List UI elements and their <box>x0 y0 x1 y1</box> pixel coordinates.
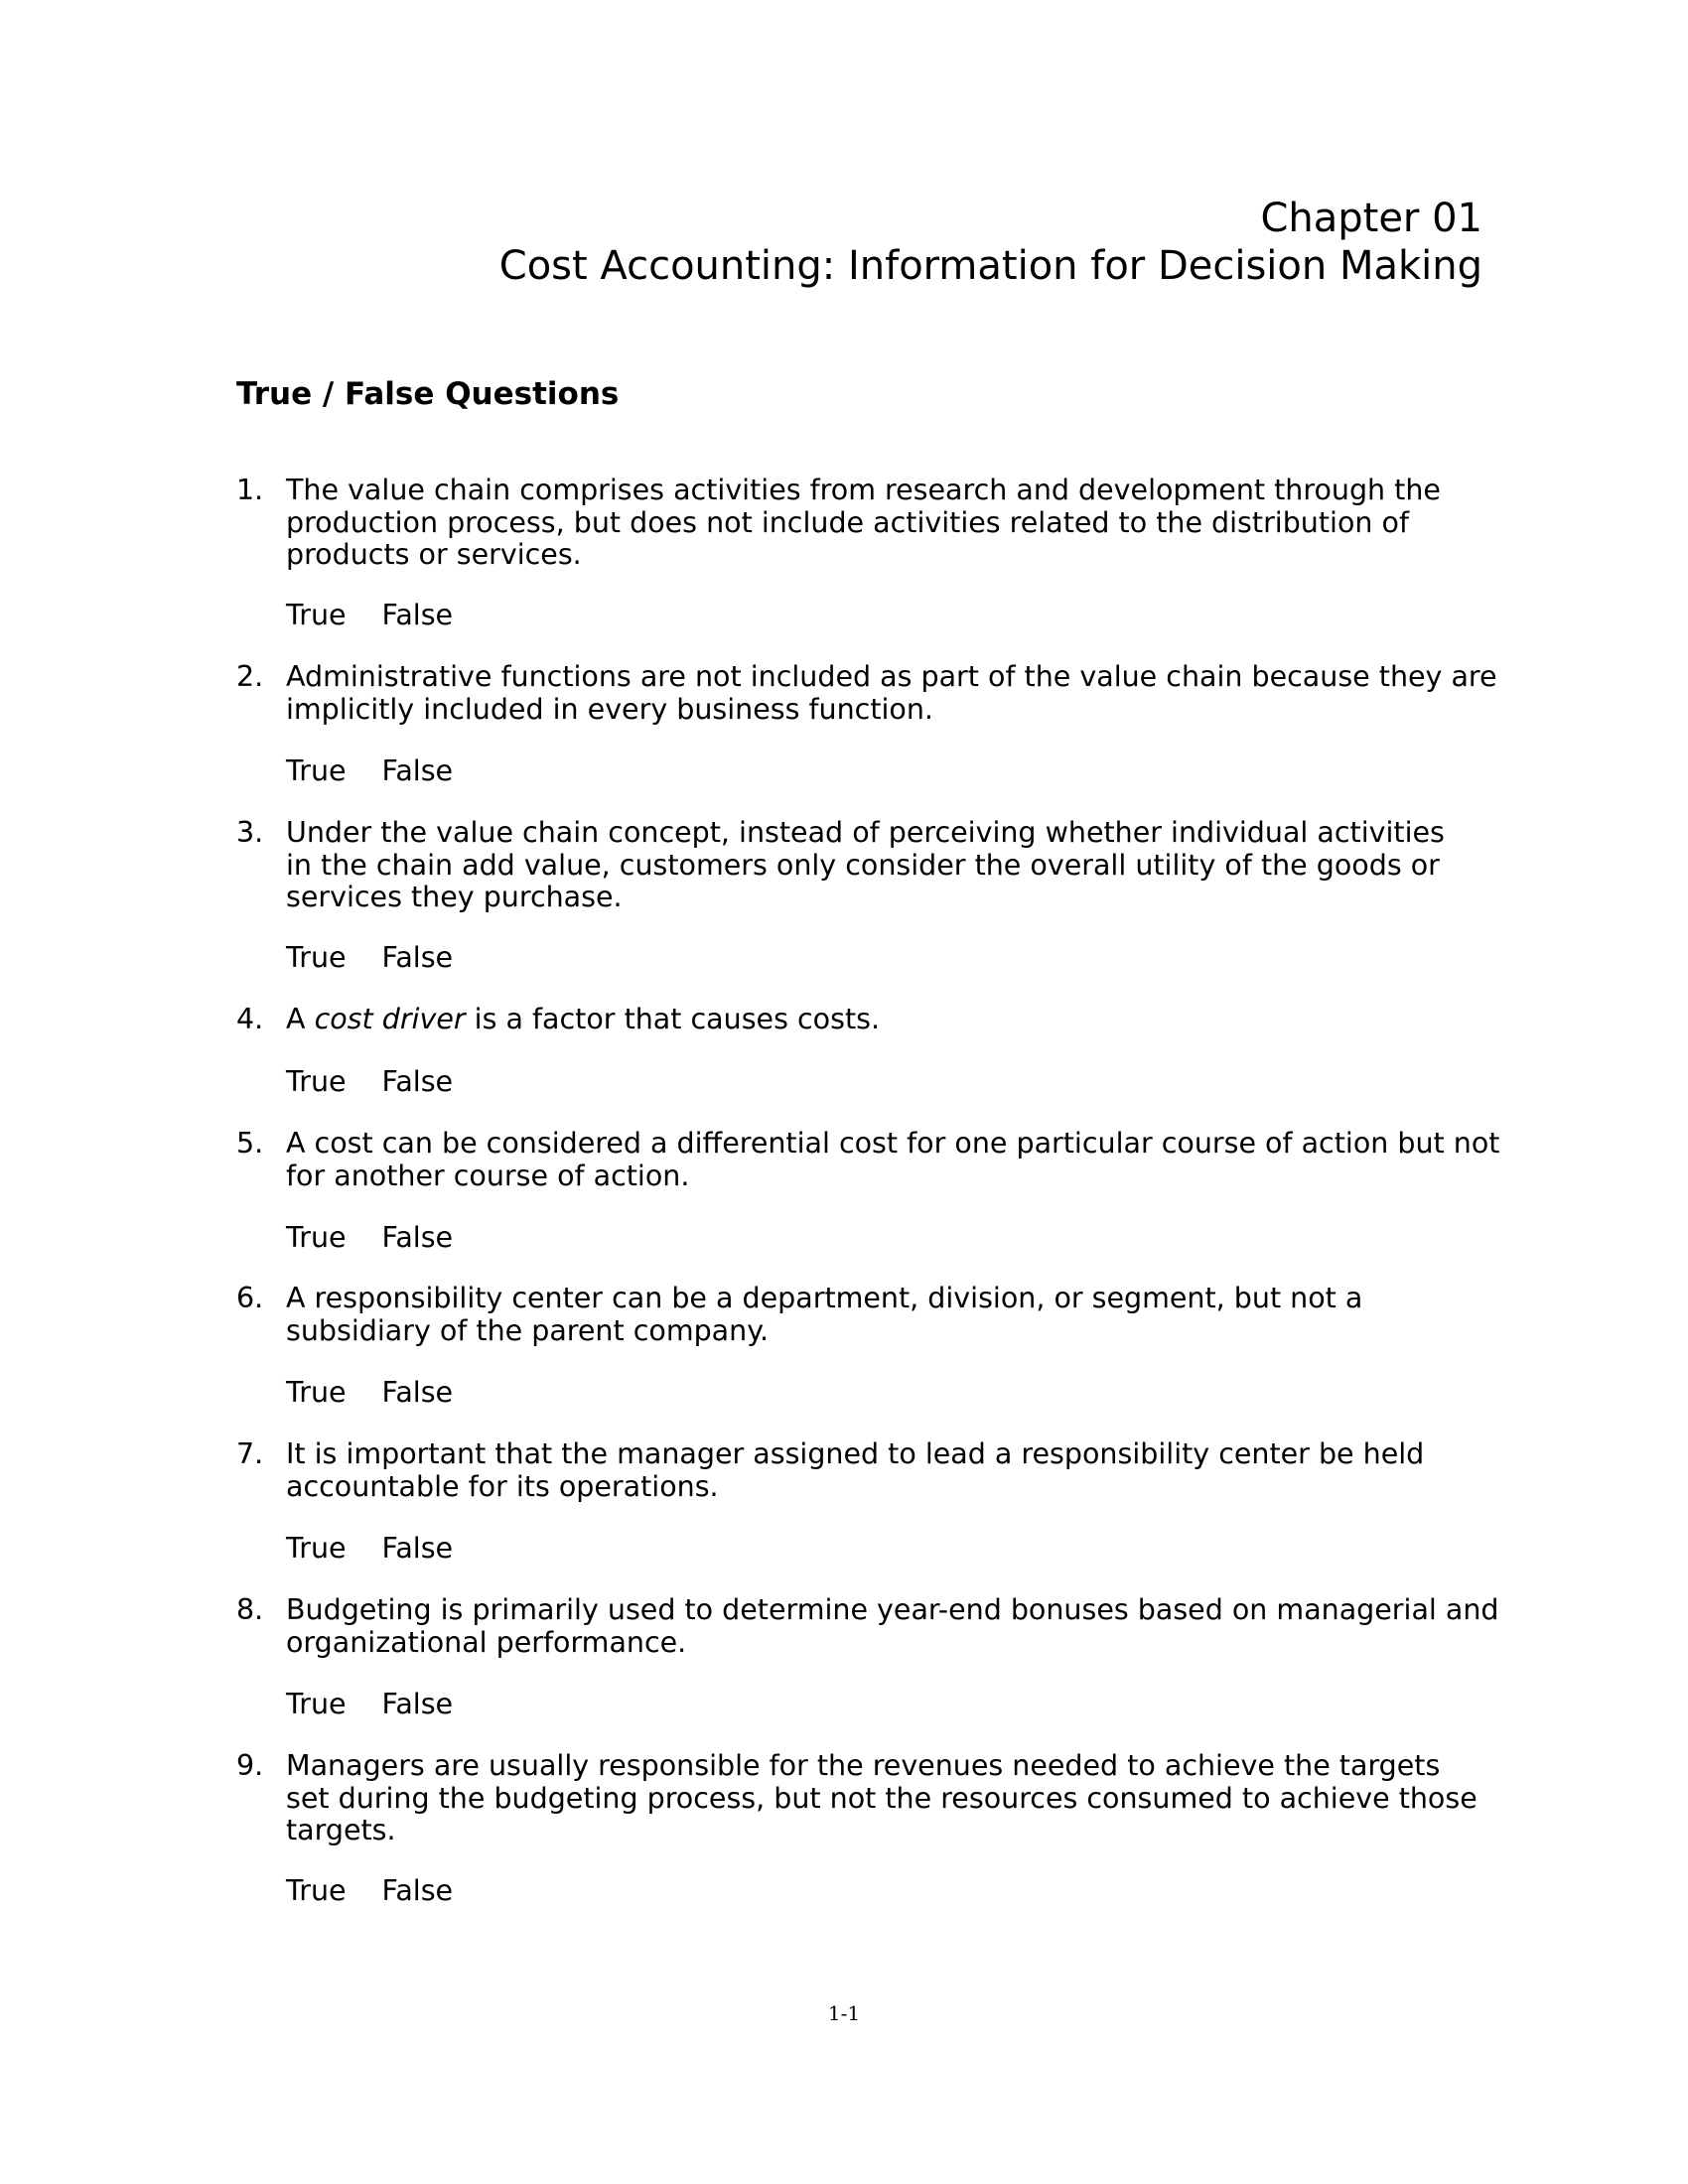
question-number: 9. <box>236 1749 264 1782</box>
chapter-number: Chapter 01 <box>1260 196 1482 241</box>
answer-true: True <box>286 754 347 787</box>
question-number: 8. <box>236 1593 264 1626</box>
answer-true: True <box>286 1688 347 1720</box>
answer-true: True <box>286 1065 347 1098</box>
chapter-header <box>496 195 1482 290</box>
question-number: 6. <box>236 1282 264 1314</box>
answer-options <box>286 755 453 788</box>
question-text: It is important that the manager assigned to lead a responsibility center be held accountable for its operations. <box>286 1437 1425 1503</box>
chapter-title: Cost Accounting: Information for Decision Making <box>498 243 1482 289</box>
question-text <box>286 1004 1507 1036</box>
answer-true: True <box>286 1376 347 1409</box>
question-number: 4. <box>236 1003 264 1035</box>
answer-options <box>286 1377 453 1410</box>
answer-options <box>286 1533 453 1566</box>
page-number: 1-1 <box>827 2001 861 2025</box>
answer-false: False <box>381 1065 454 1098</box>
answer-false: False <box>381 1688 454 1720</box>
answer-false: False <box>381 599 454 631</box>
answer-false: False <box>381 941 454 974</box>
answer-options <box>286 600 453 632</box>
question-text: Managers are usually responsible for the revenues needed to achieve the targets set during the budgeting process, but not the resources consumed to achieve those targets. <box>286 1749 1477 1847</box>
question-text: A cost can be considered a differential cost for one particular course of action but not for another course of action. <box>286 1127 1500 1192</box>
question-number: 3. <box>236 816 264 849</box>
answer-true: True <box>286 1874 347 1907</box>
answer-options <box>286 1222 453 1255</box>
answer-true: True <box>286 599 347 631</box>
answer-false: False <box>381 1532 454 1565</box>
answer-false: False <box>381 1874 454 1907</box>
question-text: Budgeting is primarily used to determine year-end bonuses based on managerial and organizational performance. <box>286 1593 1499 1659</box>
answer-options <box>286 1875 453 1908</box>
question-number: 7. <box>236 1437 264 1470</box>
question-text: Under the value chain concept, instead of perceiving whether individual activities in the chain add value, customers only consider the overall utility of the goods or services they purchase. <box>286 816 1445 914</box>
question-number: 1. <box>236 474 264 506</box>
answer-false: False <box>381 1376 454 1409</box>
answer-true: True <box>286 1532 347 1565</box>
question-number: 2. <box>236 660 264 693</box>
answer-options <box>286 942 453 975</box>
question-text-part: is a factor that causes costs. <box>465 1003 881 1035</box>
answer-false: False <box>381 1221 454 1254</box>
question-text-part: A <box>286 1003 315 1035</box>
question-text: A responsibility center can be a department, division, or segment, but not a subsidiary of the parent company. <box>286 1282 1363 1347</box>
question-text: Administrative functions are not included as part of the value chain because they are implicitly included in every business function. <box>286 660 1497 726</box>
answer-true: True <box>286 941 347 974</box>
answer-options <box>286 1689 453 1721</box>
answer-true: True <box>286 1221 347 1254</box>
question-number: 5. <box>236 1127 264 1160</box>
question-text: The value chain comprises activities from research and development through the production process, but does not include activities related to the distribution of products or services. <box>286 474 1441 572</box>
answer-false: False <box>381 754 454 787</box>
term-cost-driver: cost driver <box>314 1003 466 1035</box>
section-title: True / False Questions <box>236 376 620 412</box>
answer-options <box>286 1066 453 1099</box>
